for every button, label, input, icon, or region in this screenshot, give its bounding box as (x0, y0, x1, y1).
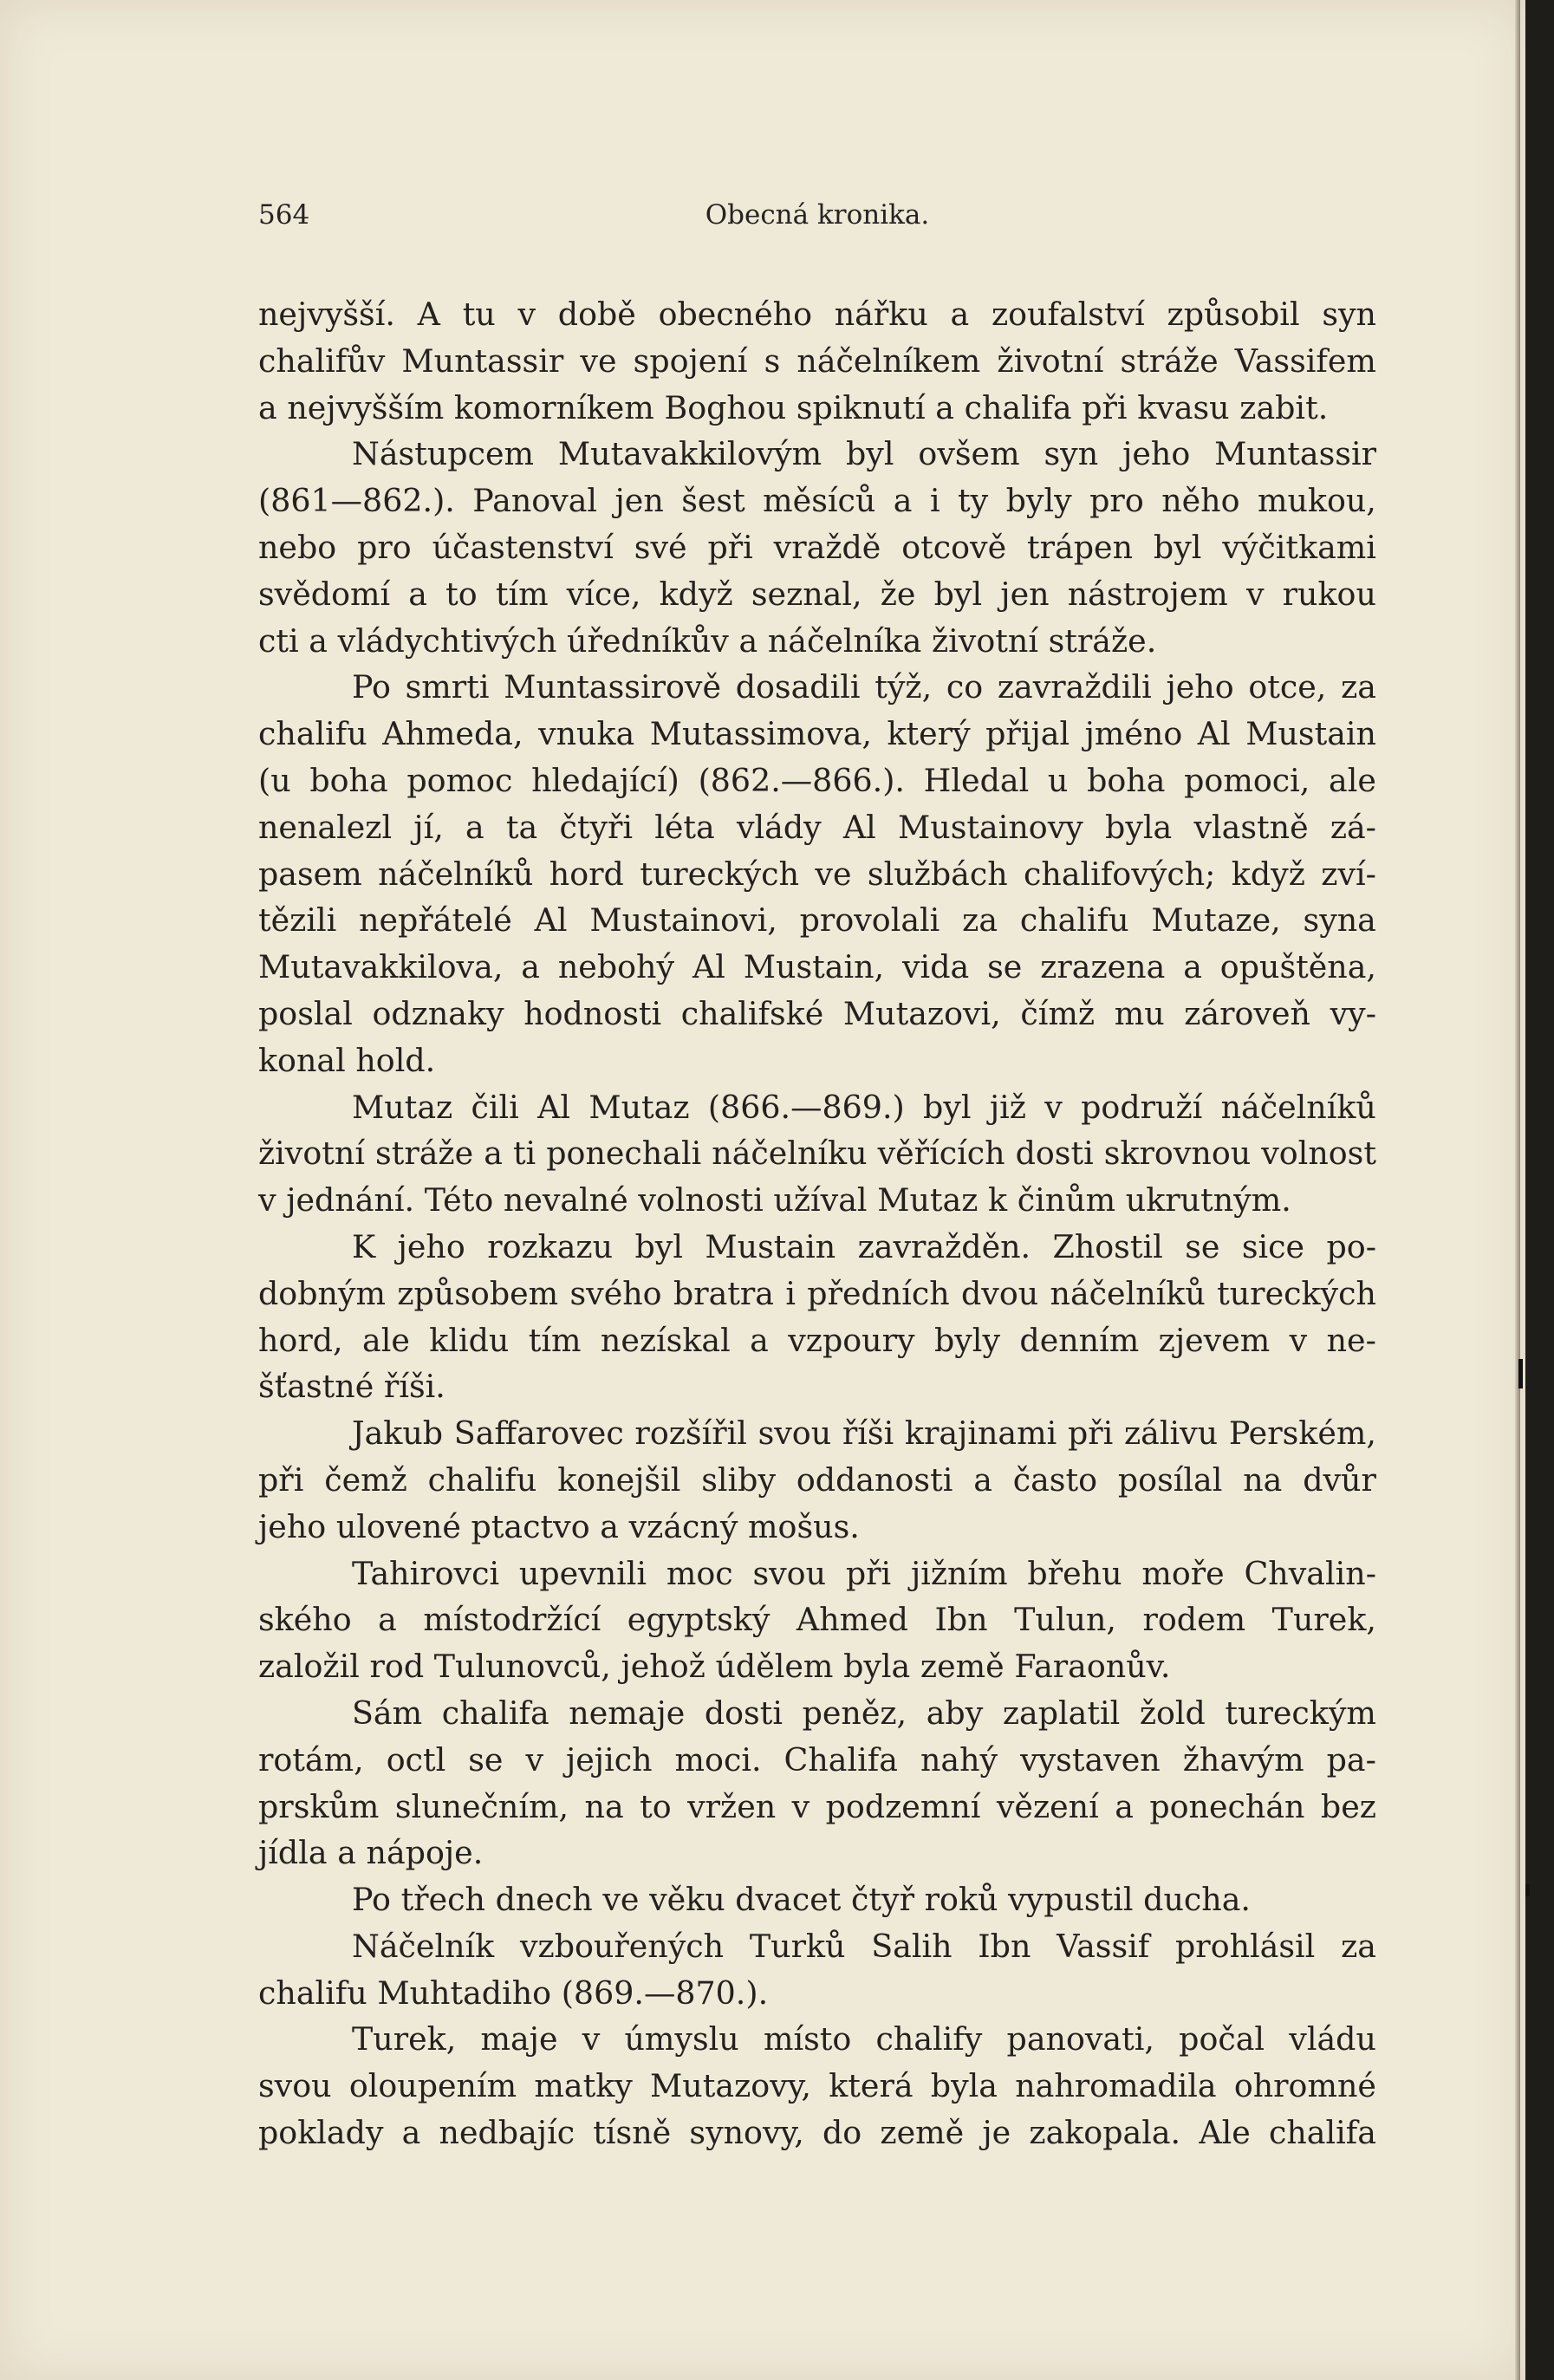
text-line: nenalezl jí, a ta čtyři léta vlády Al Mustainovy byla vlastně zá- (258, 808, 1376, 846)
page-edge (1515, 0, 1520, 2380)
page-number: 564 (258, 199, 310, 231)
text-line: poslal odznaky hodnosti chalifské Mutazovi, čímž mu zároveň vy- (258, 994, 1376, 1032)
text-line: (u boha pomoc hledající) (862.—866.). Hledal u boha pomoci, ale (258, 761, 1376, 799)
text-line: Po smrti Muntassirově dosadili týž, co zavraždili jeho otce, za (352, 668, 1376, 706)
text-line: rotám, octl se v jejich moci. Chalifa nahý vystaven žhavým pa- (258, 1740, 1376, 1778)
text-line: (861—862.). Panoval jen šest měsíců a i ty byly pro něho mukou, (258, 482, 1376, 520)
text-line: svou oloupením matky Mutazovy, která byla nahromadila ohromné (258, 2067, 1376, 2105)
text-line: poklady a nedbajíc tísně synovy, do země je zakopala. Ale chalifa (258, 2114, 1376, 2152)
text-line: ského a místodržící egyptský Ahmed Ibn Tulun, rodem Turek, (258, 1601, 1376, 1639)
text-line: chalifu Ahmeda, vnuka Mutassimova, který přijal jméno Al Mustain (258, 715, 1376, 753)
text-line: jeho ulovené ptactvo a vzácný mošus. (258, 1507, 860, 1545)
margin-mark (1525, 1884, 1530, 1896)
text-line: prskům slunečním, na to vržen v podzemní vězení a ponechán bez (258, 1787, 1376, 1825)
text-line: svědomí a to tím více, když seznal, že byl jen nástrojem v rukou (258, 575, 1376, 613)
text-line: Turek, maje v úmyslu místo chalify panovati, počal vládu (352, 2020, 1376, 2058)
text-line: a nejvyšším komorníkem Boghou spiknutí a chalifa při kvasu zabit. (258, 388, 1329, 426)
text-line: nejvyšší. A tu v době obecného nářku a zoufalství způsobil syn (258, 296, 1376, 333)
text-line: Mutavakkilova, a nebohý Al Mustain, vida se zrazena a opuštěna, (258, 948, 1376, 986)
margin-mark (1518, 1359, 1523, 1388)
text-line: konal hold. (258, 1041, 436, 1079)
text-line: K jeho rozkazu byl Mustain zavražděn. Zhostil se sice po- (352, 1227, 1376, 1265)
text-line: Sám chalifa nemaje dosti peněz, aby zaplatil žold tureckým (352, 1694, 1376, 1732)
text-line: založil rod Tulunovců, jehož údělem byla země Faraonův. (258, 1648, 1171, 1686)
text-line: jídla a nápoje. (258, 1834, 484, 1872)
text-line: Nástupcem Mutavakkilovým byl ovšem syn jeho Muntassir (352, 435, 1376, 473)
text-line: životní stráže a ti ponechali náčelníku věřících dosti skrovnou volnost (258, 1135, 1376, 1173)
text-line: Jakub Saffarovec rozšířil svou říši krajinami při zálivu Perském, (352, 1414, 1376, 1453)
text-line: Tahirovci upevnili moc svou při jižním břehu moře Chvalin- (352, 1554, 1376, 1592)
text-line: cti a vládychtivých úředníkův a náčelníka životní stráže. (258, 621, 1157, 660)
text-line: chalifu Muhtadiho (869.—870.). (258, 1974, 769, 2012)
body-text (258, 291, 1376, 2156)
text-line: Náčelník vzbouřených Turků Salih Ibn Vassif prohlásil za (352, 1927, 1376, 1965)
text-line: v jednání. Této nevalné volnosti užíval Mutaz k činům ukrutným. (258, 1181, 1291, 1219)
text-line: tězili nepřátelé Al Mustainovi, provolali za chalifu Mutaze, syna (258, 901, 1376, 940)
text-line: při čemž chalifu konejšil sliby oddanosti a často posílal na dvůr (258, 1460, 1376, 1499)
text-line: chalifův Muntassir ve spojení s náčelníkem životní stráže Vassifem (258, 341, 1376, 380)
text-line: šťastné říši. (258, 1368, 445, 1406)
text-line: Po třech dnech ve věku dvacet čtyř roků vypustil ducha. (352, 1881, 1251, 1919)
text-line: pasem náčelníků hord tureckých ve službách chalifových; když zví- (258, 855, 1376, 893)
page-header (258, 199, 1376, 241)
text-line: dobným způsobem svého bratra i předních dvou náčelníků tureckých (258, 1274, 1376, 1312)
text-line: nebo pro účastenství své při vraždě otcově trápen byl výčitkami (258, 528, 1376, 566)
text-line: Mutaz čili Al Mutaz (866.—869.) byl již v podruží náčelníků (352, 1088, 1376, 1126)
running-title: Obecná kronika. (705, 199, 930, 231)
text-line: hord, ale klidu tím nezískal a vzpoury byly denním zjevem v ne- (258, 1321, 1376, 1359)
